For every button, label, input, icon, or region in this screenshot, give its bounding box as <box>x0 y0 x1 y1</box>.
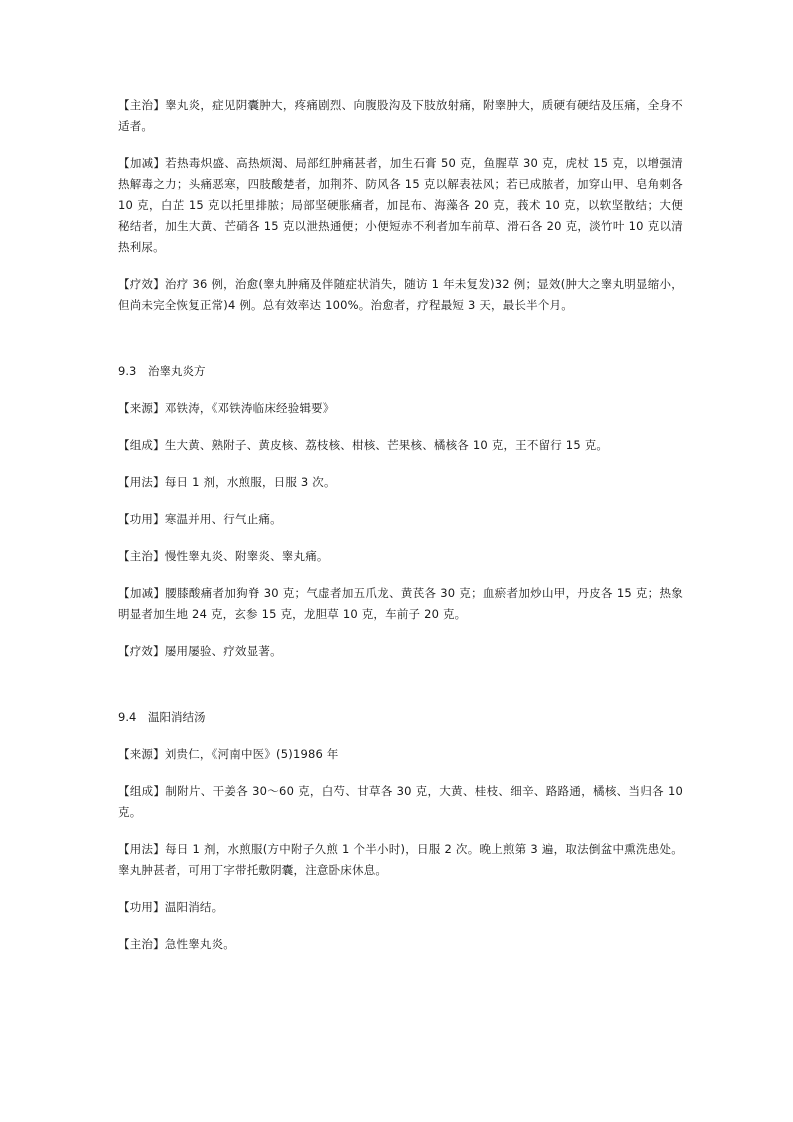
paragraph-text: 生大黄、熟附子、黄皮核、荔枝核、柑核、芒果核、橘核各 10 克，王不留行 15 克。 <box>164 438 609 452</box>
paragraph-text: 若热毒炽盛、高热烦渴、局部红肿痛甚者，加生石膏 50 克，鱼腥草 30 克，虎杖 15 克，以增强清热解毒之力；头痛恶寒，四肢酸楚者，加荆芥、防风各 15 克以解表祛风；若已成脓者，加穿山甲、皂角刺各 10 克，白芷 15 克以托里排脓；局部坚硬胀痛者，加昆布、海藻各 20 克，莪术 10 克，以软坚散结；大便秘结者，加生大黄、芒硝各 15 克以泄热通便；小便短赤不利者加车前草、滑石各 20 克，淡竹叶 10 克以清热利尿。 <box>118 156 683 254</box>
section-heading-9-4 <box>118 707 683 728</box>
paragraph-text: 急性睾丸炎。 <box>164 937 236 951</box>
paragraph-text: 刘贵仁，《河南中医》(5)1986 年 <box>164 747 339 761</box>
paragraph-liaoxiao-1 <box>118 274 683 316</box>
paragraph-text: 屡用屡验、疗效显著。 <box>164 644 282 658</box>
paragraph-label: 【功用】 <box>118 512 165 526</box>
paragraph-label: 【用法】 <box>118 842 166 856</box>
paragraph-label: 【来源】 <box>118 401 165 415</box>
section-number: 9.4 <box>118 710 137 724</box>
paragraph-text: 睾丸炎，症见阴囊肿大，疼痛剧烈、向腹股沟及下肢放射痛，附睾肿大，质硬有硬结及压痛，全身不适者。 <box>118 98 683 133</box>
paragraph-gongyong-2 <box>118 509 683 530</box>
paragraph-text: 制附片、干姜各 30～60 克，白芍、甘草各 30 克，大黄、桂枝、细辛、路路通，橘核、当归各 10 克。 <box>118 784 683 819</box>
paragraph-text: 寒温并用、行气止痛。 <box>164 512 282 526</box>
paragraph-text: 腰膝酸痛者加狗脊 30 克；气虚者加五爪龙、黄芪各 30 克；血瘀者加炒山甲，丹皮各 15 克；热象明显者加生地 24 克，玄参 15 克，龙胆草 10 克，车前子 20 克。 <box>118 586 683 621</box>
paragraph-label: 【来源】 <box>118 747 165 761</box>
paragraph-yongfa-2 <box>118 472 683 493</box>
paragraph-text: 邓铁涛，《邓铁涛临床经验辑要》 <box>164 401 335 415</box>
paragraph-zucheng-3 <box>118 781 683 823</box>
paragraph-zhuzhi-1 <box>118 95 683 137</box>
paragraph-text: 慢性睾丸炎、附睾炎、睾丸痛。 <box>164 549 329 563</box>
paragraph-text: 治疗 36 例，治愈(睾丸肿痛及伴随症状消失，随访 1 年未复发)32 例；显效(肿大之睾丸明显缩小，但尚未完全恢复正常)4 例。总有效率达 100%。治愈者，疗程最短 3 天，最长半个月。 <box>118 277 683 312</box>
paragraph-label: 【疗效】 <box>118 277 166 291</box>
paragraph-zhuzhi-2 <box>118 546 683 567</box>
paragraph-label: 【加减】 <box>118 586 166 600</box>
paragraph-gongyong-3 <box>118 897 683 918</box>
paragraph-label: 【组成】 <box>118 784 166 798</box>
paragraph-label: 【疗效】 <box>118 644 165 658</box>
paragraph-label: 【主治】 <box>118 98 166 112</box>
paragraph-label: 【组成】 <box>118 438 165 452</box>
paragraph-label: 【加减】 <box>118 156 166 170</box>
paragraph-text: 温阳消结。 <box>164 900 224 914</box>
paragraph-zucheng-2 <box>118 435 683 456</box>
paragraph-liaoxiao-2 <box>118 641 683 662</box>
paragraph-laiyuan-3 <box>118 744 683 765</box>
paragraph-jiajian-2 <box>118 583 683 625</box>
paragraph-label: 【主治】 <box>118 549 165 563</box>
paragraph-label: 【主治】 <box>118 937 165 951</box>
paragraph-yongfa-3 <box>118 839 683 881</box>
paragraph-text: 每日 1 剂，水煎服，日服 3 次。 <box>164 475 336 489</box>
paragraph-jiajian-1 <box>118 153 683 258</box>
paragraph-text: 每日 1 剂，水煎服(方中附子久煎 1 个半小时)，日服 2 次。晚上煎第 3 遍，取法倒盆中熏洗患处。睾丸肿甚者，可用丁字带托敷阴囊，注意卧床休息。 <box>118 842 683 877</box>
document-page <box>118 95 683 955</box>
section-title: 治睾丸炎方 <box>148 364 206 378</box>
section-title: 温阳消结汤 <box>148 710 206 724</box>
paragraph-zhuzhi-3 <box>118 934 683 955</box>
paragraph-label: 【功用】 <box>118 900 165 914</box>
section-heading-9-3 <box>118 361 683 382</box>
paragraph-label: 【用法】 <box>118 475 165 489</box>
paragraph-laiyuan-2 <box>118 398 683 419</box>
section-number: 9.3 <box>118 364 137 378</box>
